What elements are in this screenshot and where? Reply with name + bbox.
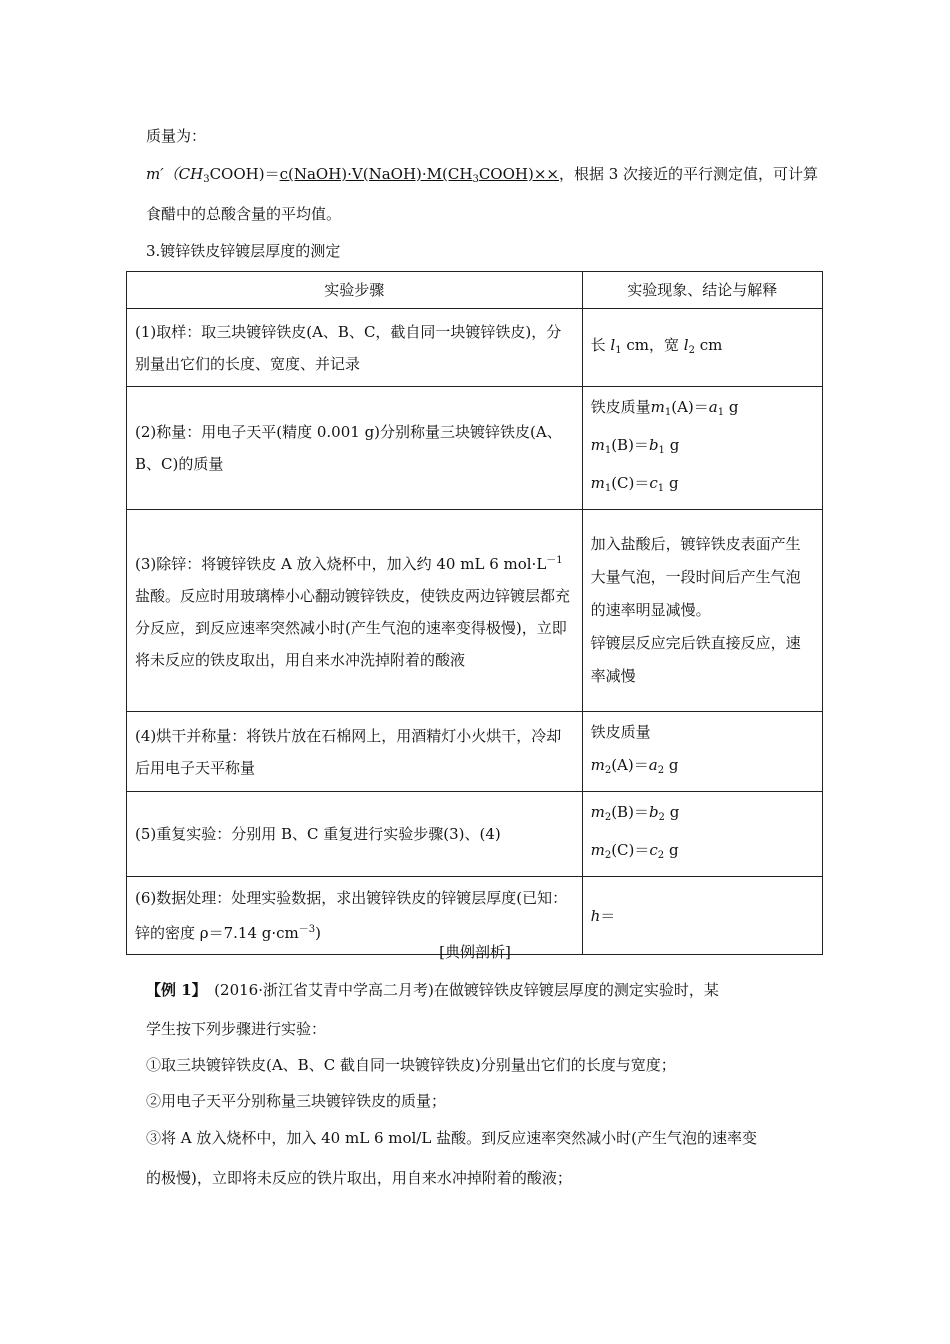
obs-text: (B)＝ (611, 436, 649, 454)
obs-sub: 2 (688, 344, 695, 356)
table-row (127, 309, 823, 387)
example-step-3: ③将 A 放入烧杯中，加入 40 mL 6 mol/L 盐酸。到反应速率突然减小时(产生气泡的速率变 (146, 1129, 757, 1147)
obs-line (591, 834, 814, 872)
obs-sub: 1 (657, 483, 665, 494)
formula-mid: COOH)＝ (209, 165, 280, 183)
obs-text: 铁皮质量 (590, 723, 651, 741)
formula-underlined-sub: 3 (472, 174, 479, 185)
observation-cell (582, 309, 822, 387)
step-sup: －3 (298, 924, 316, 935)
obs-var: l (683, 335, 689, 354)
obs-text: cm (694, 335, 723, 354)
step-sup: －1 (546, 555, 563, 566)
formula-line (146, 164, 818, 190)
obs-var: l (610, 335, 616, 354)
obs-unit: g (664, 436, 680, 454)
obs-text: ＝ (600, 906, 616, 925)
section-title: 3.镀锌铁皮锌镀层厚度的测定 (146, 242, 341, 260)
formula-continuation: 食醋中的总酸含量的平均值。 (146, 205, 342, 223)
obs-line (591, 749, 814, 787)
mass-label: 质量为： (146, 127, 207, 145)
obs-text: (A)＝ (611, 756, 649, 774)
obs-sub: 2 (604, 812, 612, 823)
obs-text: (B)＝ (611, 803, 649, 821)
obs-var: b (648, 436, 659, 454)
observation-cell (582, 712, 822, 792)
obs-sub: 2 (604, 765, 612, 776)
obs-var: c (649, 841, 658, 859)
obs-var: a (648, 756, 658, 774)
step-cell: (5)重复实验：分别用 B、C 重复进行实验步骤(3)、(4) (127, 792, 583, 877)
obs-var: m (590, 756, 605, 774)
experiment-table (126, 271, 823, 955)
table-row (127, 510, 823, 712)
obs-text: 铁皮质量 (590, 398, 651, 416)
obs-sub: 1 (604, 483, 612, 494)
obs-var: h (590, 906, 601, 925)
observation-cell (582, 510, 822, 712)
obs-unit: g (664, 803, 680, 821)
obs-unit: g (664, 841, 679, 859)
obs-var: b (648, 803, 659, 821)
obs-unit: g (724, 398, 739, 416)
obs-sub: 2 (657, 765, 665, 776)
table-header-row (127, 272, 823, 309)
obs-line (591, 796, 814, 834)
step-cell: (4)烘干并称量：将铁片放在石棉网上，用酒精灯小火烘干，冷却后用电子天平称量 (127, 712, 583, 792)
obs-unit: g (664, 756, 679, 774)
obs-text: 加入盐酸后，镀锌铁皮表面产生大量气泡，一段时间后产生气泡的速率明显减慢。 (590, 535, 801, 619)
obs-var: m (590, 841, 605, 859)
table-row (127, 712, 823, 792)
obs-line (591, 391, 814, 429)
observation-cell (582, 387, 822, 510)
obs-sub: 2 (604, 850, 612, 861)
example-tag: 【例 1】 (146, 981, 200, 999)
formula-sub: 3 (203, 174, 210, 185)
step-cell (127, 510, 583, 712)
header-observations: 实验现象、结论与解释 (582, 272, 822, 309)
step-text: (6)数据处理：处理实验数据，求出镀锌铁皮的锌镀层厚度(已知：锌的密度 ρ＝7.14 g·cm (135, 889, 568, 942)
formula-prefix: m′（CH (146, 165, 204, 183)
step-cell: (2)称量：用电子天平(精度 0.001 g)分别称量三块镀锌铁皮(A、B、C)的质量 (127, 387, 583, 510)
obs-var: m (590, 803, 605, 821)
step-text: (3)除锌：将镀锌铁皮 A 放入烧杯中，加入约 40 mL 6 mol·L (135, 555, 547, 573)
formula-underlined: c(NaOH)·V(NaOH)·M(CH (279, 165, 473, 183)
obs-text: cm，宽 (621, 335, 679, 354)
obs-var: m (590, 436, 605, 454)
obs-var: m (650, 398, 665, 416)
obs-text: (A)＝ (671, 398, 709, 416)
example-step-1: ①取三块镀锌铁皮(A、B、C 截自同一块镀锌铁皮)分别量出它们的长度与宽度； (146, 1056, 676, 1074)
example-step-2: ②用电子天平分别称量三块镀锌铁皮的质量； (146, 1092, 447, 1110)
obs-sub: 2 (657, 850, 665, 861)
obs-sub: 1 (658, 445, 665, 456)
obs-var: m (590, 474, 605, 492)
obs-text: (C)＝ (611, 841, 650, 859)
obs-unit: g (664, 474, 679, 492)
obs-sub: 1 (604, 445, 612, 456)
obs-text: 长 (590, 335, 606, 354)
header-steps: 实验步骤 (127, 272, 583, 309)
obs-var: a (708, 398, 718, 416)
example-intro: (2016·浙江省艾青中学高二月考)在做镀锌铁皮锌镀层厚度的测定实验时，某 (199, 981, 719, 999)
obs-line (591, 429, 814, 467)
example-intro-cont: 学生按下列步骤进行实验： (146, 1020, 327, 1038)
step-text: 盐酸。反应时用玻璃棒小心翻动镀锌铁皮，使铁皮两边锌镀层都充分反应，到反应速率突然减小时(产生气泡的速率变得极慢)，立即将未反应的铁皮取出，用自来水冲洗掉附着的酸液 (135, 587, 571, 669)
formula-suffix: ，根据 3 次接近的平行测定值，可计算 (558, 165, 819, 183)
step-cell: (1)取样：取三块镀锌铁皮(A、B、C，截自同一块镀锌铁皮)，分别量出它们的长度、宽度、并记录 (127, 309, 583, 387)
obs-sub: 1 (717, 407, 725, 418)
obs-line (591, 467, 814, 505)
obs-sub: 2 (658, 812, 665, 823)
obs-sub: 1 (664, 407, 672, 418)
formula-underlined-end: COOH)×× (478, 165, 559, 183)
table-row (127, 387, 823, 510)
table-row (127, 792, 823, 877)
observation-cell (582, 792, 822, 877)
example-intro-line (146, 980, 719, 1000)
obs-var: c (649, 474, 658, 492)
example-step-3-cont: 的极慢)，立即将未反应的铁片取出，用自来水冲掉附着的酸液； (146, 1169, 572, 1187)
obs-text: 锌镀层反应完后铁直接反应，速率减慢 (590, 634, 801, 685)
section-caption: [典例剖析] (439, 943, 511, 961)
step-text: ) (315, 924, 321, 942)
obs-text: (C)＝ (611, 474, 650, 492)
obs-sub: 1 (615, 344, 622, 356)
